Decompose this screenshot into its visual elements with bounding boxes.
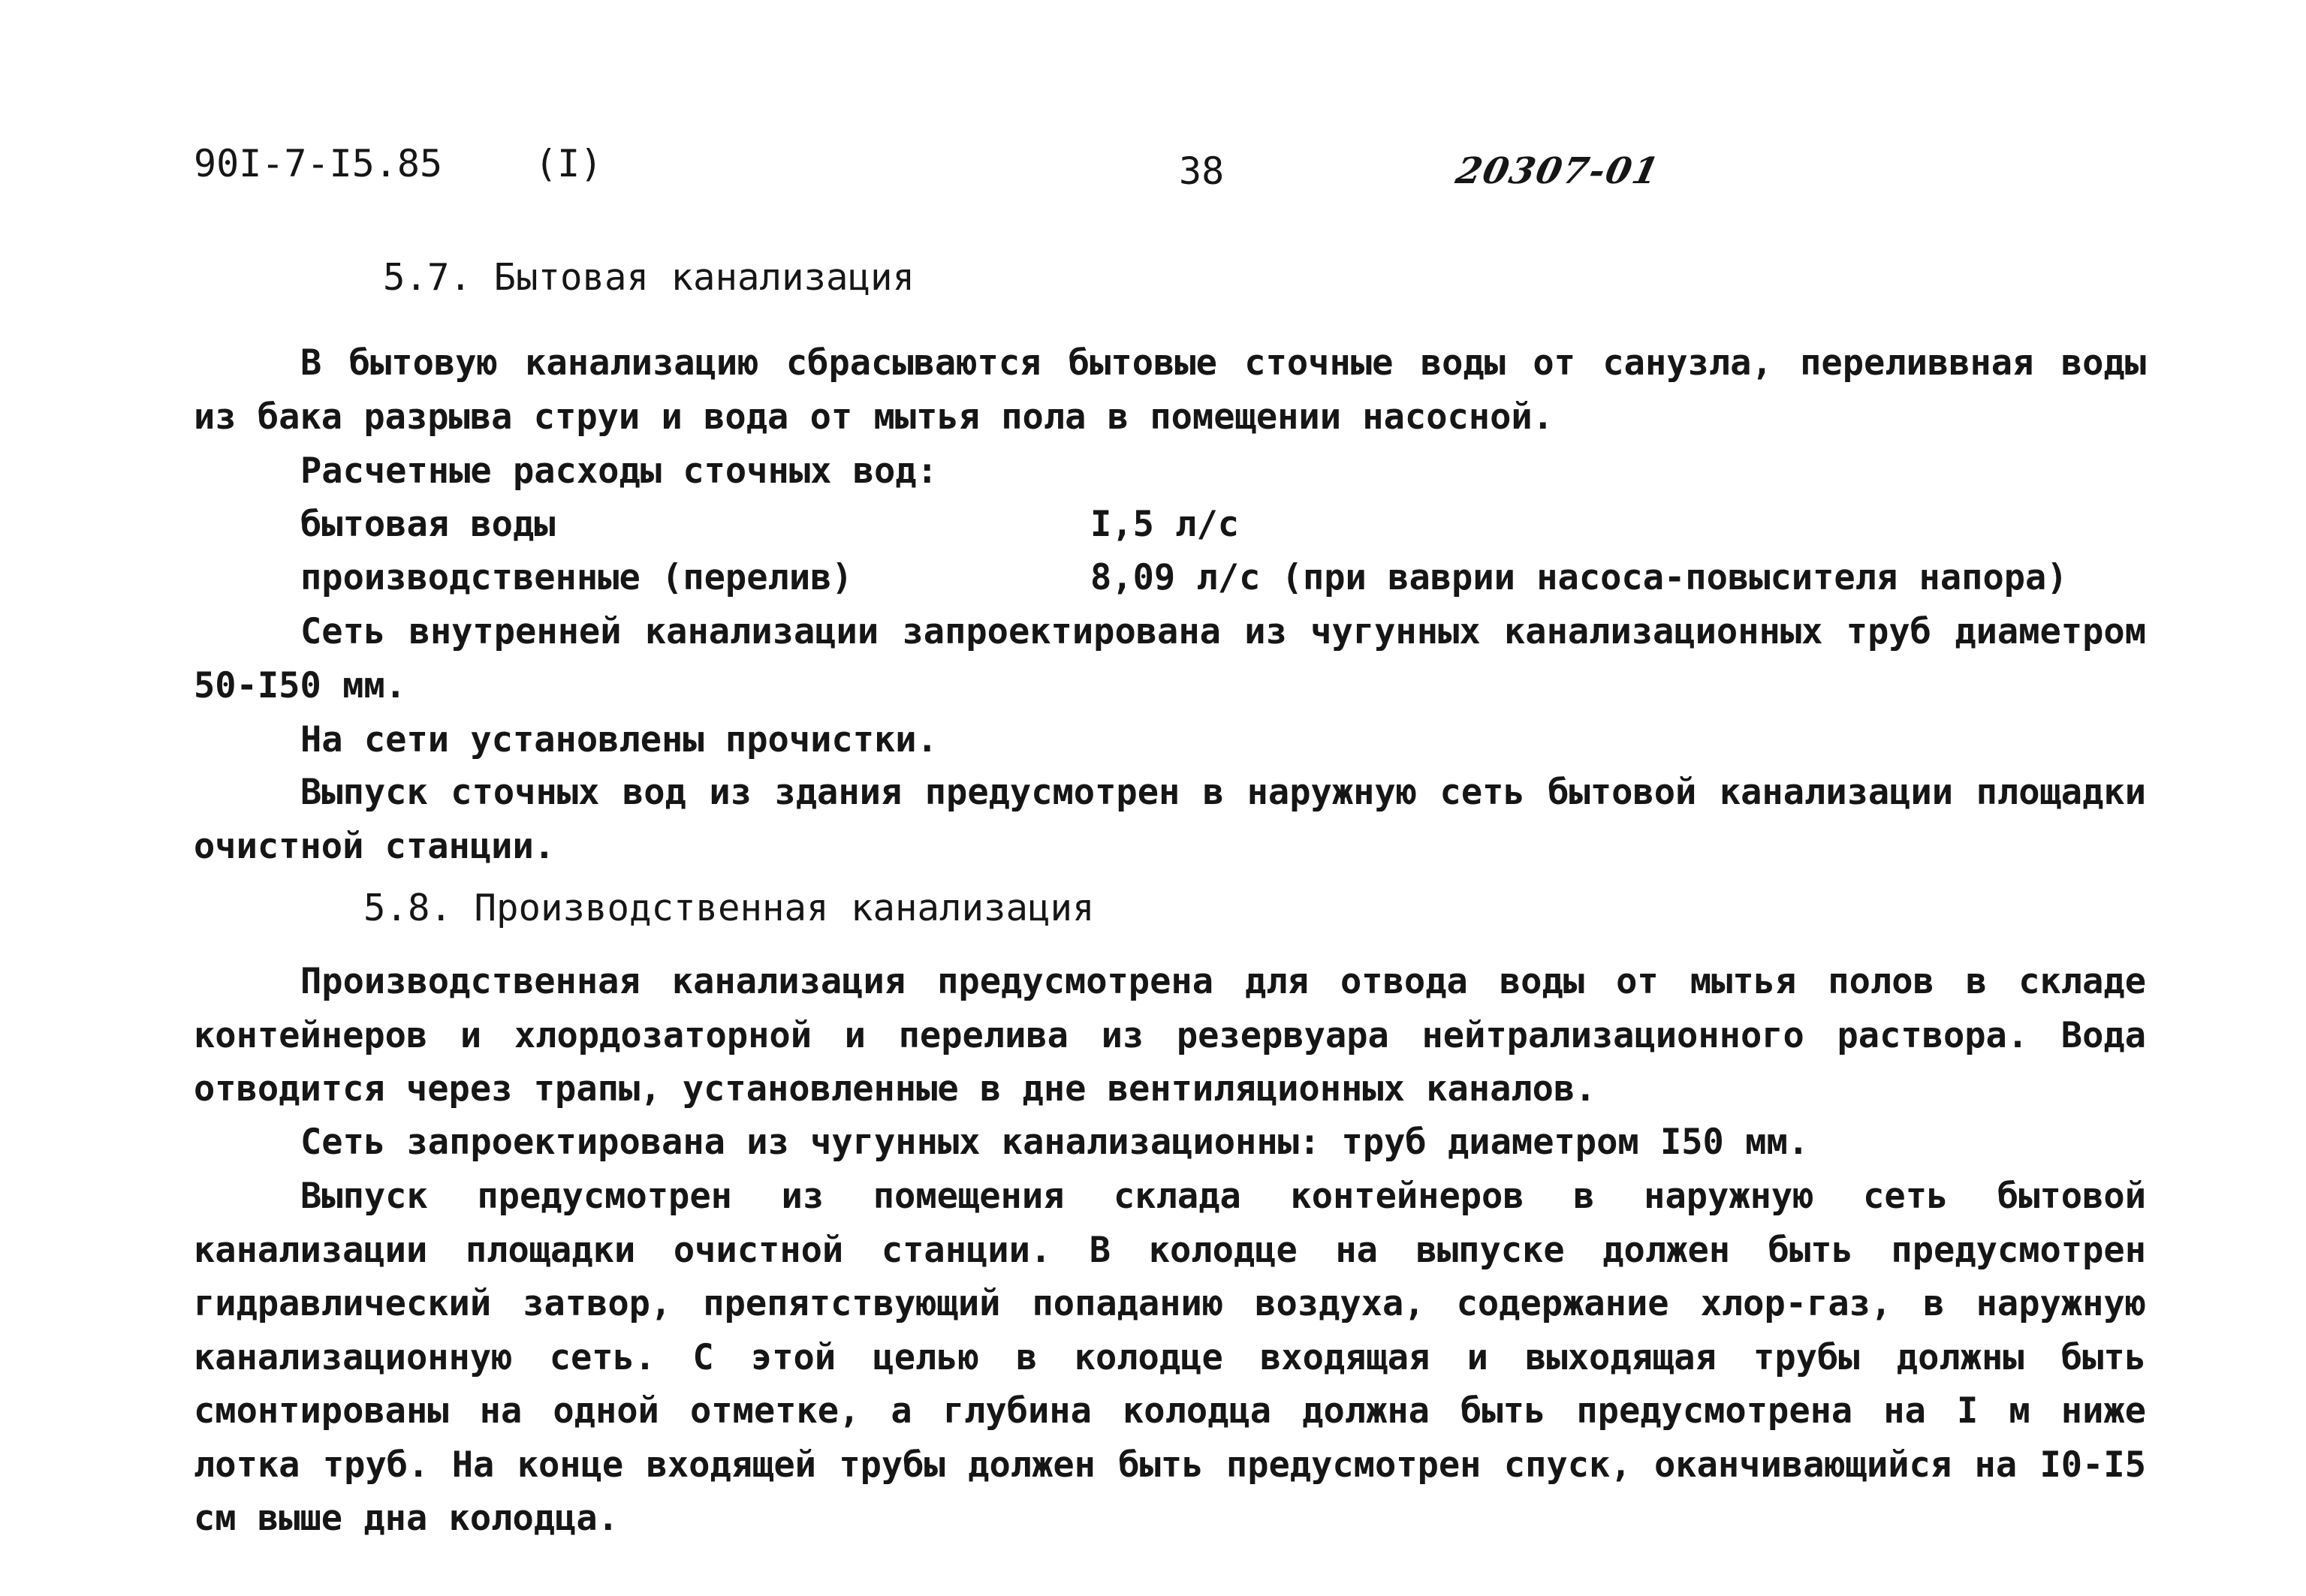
- flows-heading: Расчетные расходы сточных вод:: [300, 450, 938, 492]
- flow-row-household: [300, 498, 1239, 552]
- network-paragraph: Сеть внутренней канализации запроектирована из чугунных канализационных труб диаметром 50-I50 мм.: [194, 611, 2146, 706]
- flow-label: производственные (перелив): [300, 557, 853, 598]
- section-5-7-intro: В бытовую канализацию сбрасываются бытовые сточные воды от санузла, переливвная воды из бака разрыва струи и вода от мытья пола в помещении насосной.: [194, 342, 2146, 438]
- handwritten-note: 20307-01: [1452, 150, 1664, 192]
- document-part: (I): [535, 142, 603, 185]
- section-5-8-title: 5.8. Производственная канализация: [363, 887, 1095, 929]
- section-5-8-paragraph-3: Выпуск предусмотрен из помещения склада контейнеров в наружную сеть бытовой канализации площадки очистной станции. В колодце на выпуске должен быть предусмотрен гидравлический затвор, препятствующий попаданию воздуха, содержание хлор-газ, в наружную канализационную сеть. С этой целью в колодце входящая и выходящая трубы должны быть смонтированы на одной отметке, а глубина колодца должна быть предусмотрена на I м ниже лотка труб. На конце входящей трубы должен быть предусмотрен спуск, оканчивающийся на I0-I5 см выше дна колодца.: [194, 1176, 2146, 1539]
- section-5-7-title: 5.7. Бытовая канализация: [383, 256, 915, 299]
- flow-value: I,5 л/с: [1090, 504, 1240, 545]
- section-5-8-paragraph-1: Производственная канализация предусмотрена для отвода воды от мытья полов в складе контейнеров и хлордозаторной и перелива из резервуара нейтрализационного раствора. Вода отводится через трапы, установленные в дне вентиляционных каналов.: [194, 961, 2146, 1110]
- flow-label: бытовая воды: [300, 504, 556, 545]
- flow-value: 8,09 л/с (при ваврии насоса-повысителя напора): [1090, 557, 2068, 598]
- document-code: 90I-7-I5.85: [194, 142, 443, 185]
- page-number: 38: [1179, 149, 1225, 193]
- section-5-8-paragraph-2: Сеть запроектирована из чугунных канализационны: труб диаметром I50 мм.: [300, 1122, 1810, 1163]
- cleanouts-paragraph: На сети установлены прочистки.: [300, 719, 938, 760]
- flow-row-industrial: [300, 551, 2068, 605]
- outlet-paragraph: Выпуск сточных вод из здания предусмотрен в наружную сеть бытовой канализации площадки очистной станции.: [194, 772, 2146, 867]
